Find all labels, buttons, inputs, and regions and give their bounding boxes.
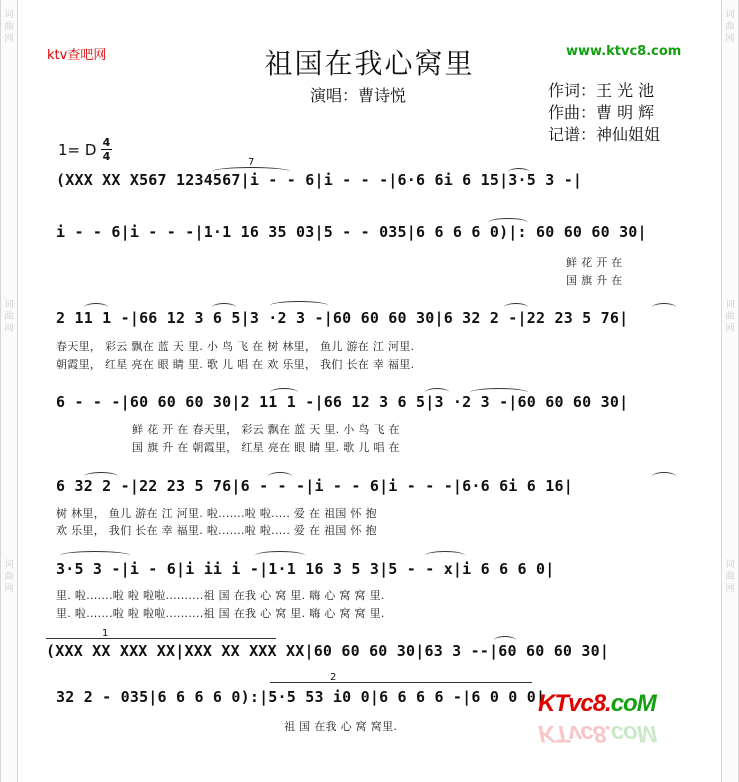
singer-credit: 演唱：曹诗悦 [310, 86, 407, 105]
lyric-line: 国 旗 升 在 朝霞里， 红星 亮在 眼 睛 里. 歌 儿 唱 在 [132, 441, 400, 454]
lyric-line: 树 林里， 鱼儿 游在 江 河里. 啦.......啦 啦..... 爱 在 祖国 怀 抱 [56, 507, 377, 520]
lyric-line: 春天里， 彩云 飘在 蓝 天 里. 小 鸟 飞 在 树 林里， 鱼儿 游在 江 河里. [56, 340, 415, 353]
side-watermark: 曲 [725, 572, 735, 582]
meter-bottom: 4 [102, 150, 111, 163]
notation-row-2: i - - 6|i - - -|1·1 16 35 03|5 - - 035|6 6 6 6 0)|: 60 60 60 30| [56, 223, 647, 241]
slur-mark [60, 551, 130, 560]
lyric-line: 鲜 花 开 在 [566, 256, 623, 269]
side-watermark: 词 [4, 10, 14, 20]
side-watermark: 词 [725, 560, 735, 570]
side-watermark: 网 [4, 584, 14, 594]
volta-number-2: 2 [330, 672, 337, 683]
side-watermark: 网 [4, 324, 14, 334]
logo-reflection-red: KTvc8. [538, 720, 611, 747]
side-watermark: 词 [725, 10, 735, 20]
transcriber-credit: 记谱：神仙姐姐 [548, 125, 661, 144]
logo-part-red: KTvc8. [538, 690, 611, 717]
side-watermark: 网 [725, 324, 735, 334]
side-watermark: 曲 [725, 22, 735, 32]
lyricist-credit: 作词：王 光 池 [548, 81, 655, 100]
composer-credit: 作曲：曹 明 辉 [548, 103, 655, 122]
notation-row-3: 2 11 1 -|66 12 3 6 5|3 ·2 3 -|60 60 60 30|6 32 2 -|22 23 5 76| [56, 309, 629, 327]
notation-row-1: (XXX XX X567 1234567|i - - 6|i - - -|6·6 6i 6 15|3·5 3 -| [56, 171, 583, 189]
lyric-line: 国 旗 升 在 [566, 274, 623, 287]
key-signature: 1= D [58, 141, 97, 159]
site-watermark-right: www.ktvc8.com [566, 44, 682, 59]
volta-number-1: 1 [102, 628, 109, 639]
side-watermark: 网 [4, 34, 14, 44]
side-watermark: 词 [4, 300, 14, 310]
notation-row-4: 6 - - -|60 60 60 30|2 11 1 -|66 12 3 6 5|3 ·2 3 -|60 60 60 30| [56, 393, 629, 411]
side-watermark: 曲 [725, 312, 735, 322]
side-watermark: 网 [725, 584, 735, 594]
lyric-line: 里. 啦.......啦 啦 啦啦..........祖 国 在我 心 窝 里. 嗨 心 窝 窝 里. [56, 589, 385, 602]
side-watermark: 曲 [4, 312, 14, 322]
ktvc8-logo [538, 690, 656, 718]
left-watermark-strip [0, 0, 18, 782]
song-title: 祖国在我心窝里 [264, 47, 475, 80]
volta-bracket-2 [270, 682, 532, 683]
time-signature [101, 137, 112, 162]
side-watermark: 曲 [4, 572, 14, 582]
credits-block [548, 80, 660, 146]
lyric-line: 鲜 花 开 在 春天里， 彩云 飘在 蓝 天 里. 小 鸟 飞 在 [132, 423, 400, 436]
tuplet-number: 7 [248, 157, 255, 168]
notation-row-5: 6 32 2 -|22 23 5 76|6 - - -|i - - 6|i - - -|6·6 6i 6 16| [56, 477, 573, 495]
volta-bracket-1 [46, 638, 276, 639]
side-watermark: 词 [4, 560, 14, 570]
lyric-line: 里. 啦.......啦 啦 啦啦..........祖 国 在我 心 窝 里. 嗨 心 窝 窝 里. [56, 607, 385, 620]
side-watermark: 曲 [4, 22, 14, 32]
slur-mark [255, 551, 305, 560]
side-watermark: 词 [725, 300, 735, 310]
slur-mark [425, 551, 465, 560]
lyric-line: 欢 乐里， 我们 长在 幸 福里. 啦.......啦 啦..... 爱 在 祖国 怀 抱 [56, 524, 377, 537]
site-watermark-left: ktv查吧网 [47, 48, 107, 63]
ktvc8-logo-reflection [538, 719, 656, 747]
notation-row-8: 32 2 - 035|6 6 6 6 0):|5·5 53 i0 0|6 6 6 6 -|6 0 0 0| [56, 688, 546, 706]
notation-row-6: 3·5 3 -|i - 6|i ii i -|1·1 16 3 5 3|5 - - x|i 6 6 6 0| [56, 560, 555, 578]
right-watermark-strip [721, 0, 739, 782]
logo-part-green: coM [610, 690, 656, 717]
meter-top: 4 [102, 136, 111, 149]
notation-row-7: (XXX XX XXX XX|XXX XX XXX XX|60 60 60 30|63 3 --|60 60 60 30| [46, 642, 610, 660]
logo-reflection-green: coM [610, 720, 656, 747]
lyric-line: 祖 国 在我 心 窝 窝里. [284, 720, 398, 733]
lyric-line: 朝霞里， 红星 亮在 眼 睛 里. 歌 儿 唱 在 欢 乐里， 我们 长在 幸 福里. [56, 358, 415, 371]
side-watermark: 网 [725, 34, 735, 44]
